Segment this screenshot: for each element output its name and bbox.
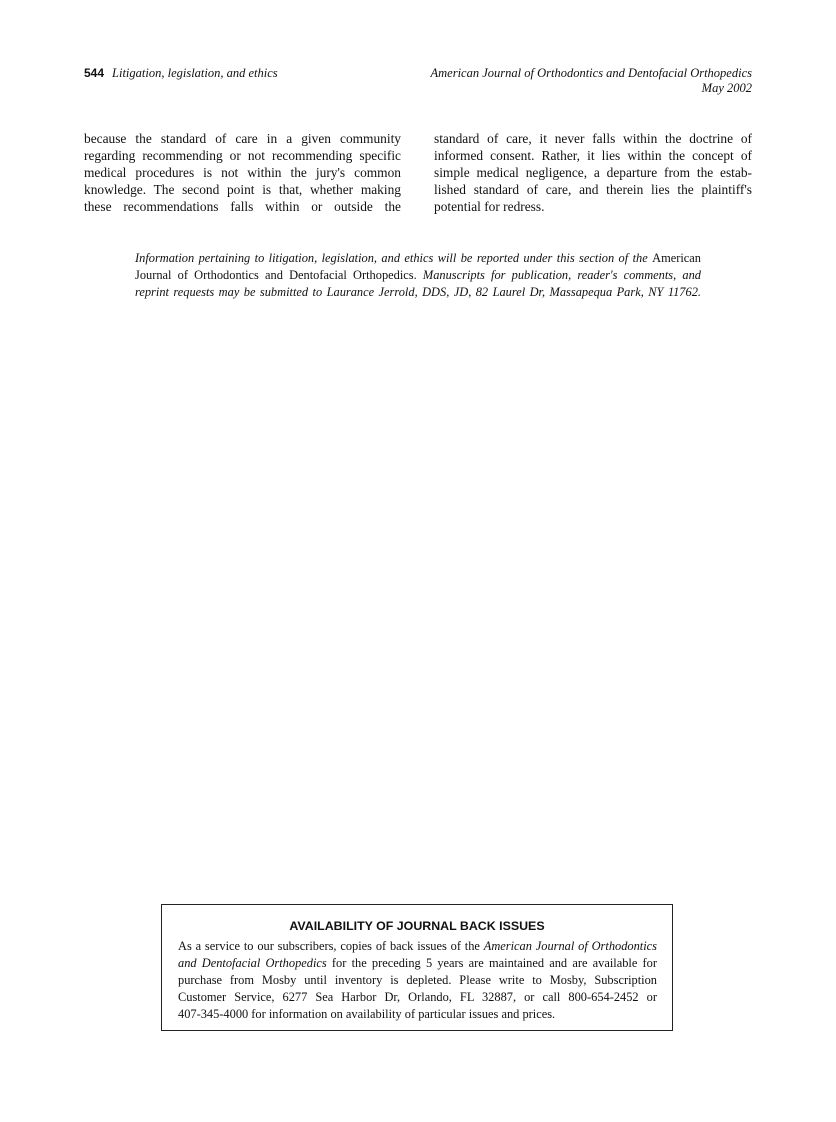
- notice-line: [178, 938, 657, 955]
- text-line: informed consent. Rather, it lies within the concept of: [434, 148, 752, 163]
- text-line: potential for redress.: [434, 199, 545, 214]
- text-line: these recommendations falls within or outside the: [84, 199, 401, 214]
- notice-text: 407-345-4000 for information on availability of particular issues and prices.: [178, 1007, 556, 1021]
- running-header-right: [431, 66, 753, 96]
- text-line: lished standard of care, and therein lies the plaintiff's: [434, 182, 752, 197]
- notice-text: for the preceding 5 years are maintained and are available for: [326, 956, 657, 970]
- notice-text: and Dentofacial Orthopedics: [178, 956, 327, 970]
- right-column: [434, 130, 752, 220]
- notice-text: Customer Service, 6277 Sea Harbor Dr, Orlando, FL 32887, or call 800-654-2452 or: [178, 990, 657, 1004]
- footnote-line: [135, 267, 701, 284]
- notice-text: purchase from Mosby until inventory is depleted. Please write to Mosby, Subscription: [178, 973, 657, 987]
- issue-date: May 2002: [701, 81, 752, 95]
- text-line: regarding recommending or not recommending specific: [84, 148, 401, 163]
- back-issues-notice: [161, 904, 673, 1031]
- section-title: Litigation, legislation, and ethics: [112, 66, 278, 80]
- notice-text: American Journal of Orthodontics: [483, 939, 658, 953]
- text-line: medical procedures is not within the jury's common: [84, 165, 401, 180]
- left-column: [84, 130, 401, 220]
- page-number: 544: [84, 66, 105, 80]
- footnote-text: American: [652, 251, 701, 265]
- section-footnote: [135, 250, 701, 305]
- footnote-text: Journal of Orthodontics and Dentofacial Orthopedics.: [135, 268, 423, 282]
- footnote-text: Information pertaining to litigation, legislation, and ethics will be reported under this section of the: [135, 251, 653, 265]
- notice-title: AVAILABILITY OF JOURNAL BACK ISSUES: [289, 919, 545, 933]
- text-line: knowledge. The second point is that, whether making: [84, 182, 401, 197]
- running-header-left: [84, 66, 278, 81]
- text-line: simple medical negligence, a departure from the estab-: [434, 165, 752, 180]
- text-line: because the standard of care in a given community: [84, 131, 401, 146]
- journal-title: American Journal of Orthodontics and Dentofacial Orthopedics: [430, 66, 752, 80]
- text-line: standard of care, it never falls within the doctrine of: [434, 131, 752, 146]
- notice-text: As a service to our subscribers, copies of back issues of the: [178, 939, 484, 953]
- footnote-text: Manuscripts for publication, reader's comments, and: [422, 268, 701, 282]
- footnote-line: [135, 250, 701, 267]
- footnote-text: reprint requests may be submitted to Laurance Jerrold, DDS, JD, 82 Laurel Dr, Massapequa Park, NY 11762.: [135, 285, 701, 299]
- notice-line: [178, 955, 657, 972]
